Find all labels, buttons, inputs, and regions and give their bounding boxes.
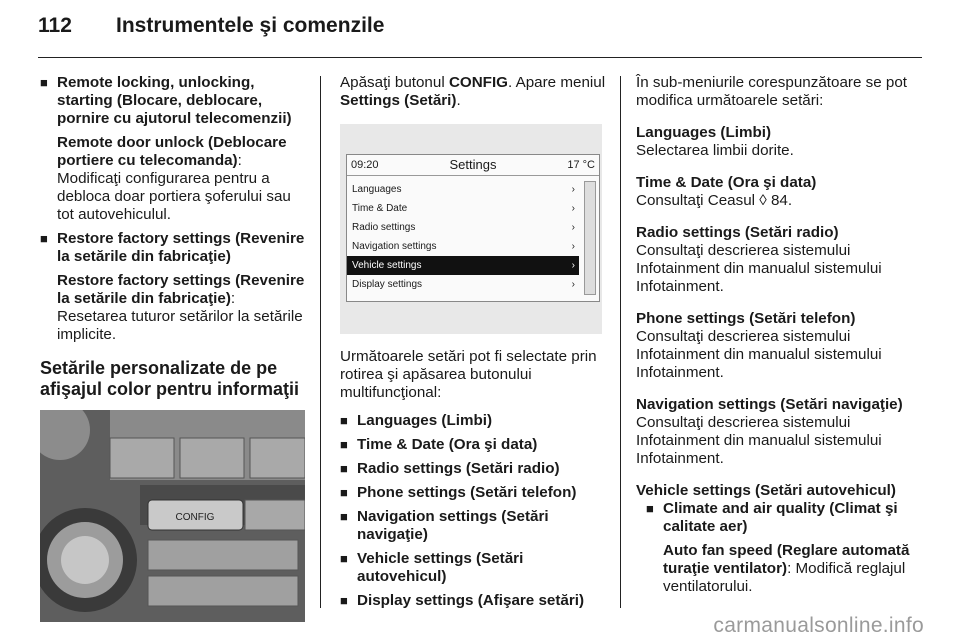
chevron-right-icon: › — [571, 260, 575, 271]
setting-text: Selectarea limbii dorite. — [636, 142, 794, 159]
column-2 — [340, 74, 610, 616]
setting-block — [636, 224, 922, 296]
intro-text: Apăsaţi butonul — [340, 74, 449, 91]
settings-screen-figure — [340, 124, 602, 334]
setting-title: Vehicle settings (Setări autovehicul) — [636, 482, 896, 499]
column-3 — [636, 74, 922, 602]
chevron-right-icon: › — [571, 184, 575, 195]
intro-text: . Apare meniul — [508, 74, 606, 91]
setting-title: Languages (Limbi) — [636, 124, 772, 141]
list-item: ■ Phone settings (Setări telefon) — [340, 484, 610, 502]
screen-menu-list — [347, 176, 599, 294]
settings-screen — [346, 154, 600, 302]
menu-item-label: Time & Date — [352, 203, 408, 214]
sub-title: Remote door unlock (Deblocare portiere cu telecomanda) — [57, 134, 287, 169]
screen-time: 09:20 — [351, 159, 379, 171]
selection-instructions: Următoarele setări pot fi selectate prin rotirea şi apăsarea butonului multifuncţional: — [340, 348, 597, 401]
config-button-label: CONFIG — [175, 512, 215, 523]
watermark: carmanualsonline.info — [713, 614, 924, 637]
screen-menu-item — [347, 180, 579, 199]
screen-menu-item — [347, 275, 579, 294]
list-item: ■ Radio settings (Setări radio) — [340, 460, 610, 478]
menu-item-label: Vehicle settings — [352, 260, 422, 271]
menu-item-label: Navigation settings — [352, 241, 437, 252]
column-divider-2 — [620, 76, 621, 608]
setting-text: Consultaţi Ceasul ◊ 84. — [636, 192, 793, 209]
sub-text: : Modificaţi configurarea pentru a debloca doar portiera şoferului sau tot autovehiculul. — [57, 152, 291, 223]
list-item-remote-locking: ■ Remote locking, unlocking, starting (Blocare, deblocare, pornire cu ajutorul telecomenzii) — [40, 74, 305, 128]
menu-item-label: Display settings — [352, 279, 423, 290]
setting-title: Time & Date (Ora şi data) — [636, 174, 817, 191]
setting-block — [636, 174, 922, 210]
setting-text: Consultaţi descrierea sistemului Infotainment din manualul sistemului Infotainment. — [636, 242, 882, 295]
header-rule — [38, 57, 922, 58]
list-item: ■ Vehicle settings (Setări autovehicul) — [340, 550, 610, 586]
settings-label: Settings (Setări) — [340, 92, 457, 109]
menu-item-label: Languages — [352, 184, 402, 195]
setting-title: Radio settings (Setări radio) — [636, 224, 839, 241]
setting-text: Consultaţi descrierea sistemului Infotainment din manualul sistemului Infotainment. — [636, 328, 882, 381]
list-item: ■ Navigation settings (Setări navigaţie) — [340, 508, 610, 544]
chevron-right-icon: › — [571, 279, 575, 290]
screen-menu-item — [347, 218, 579, 237]
screen-status-bar — [347, 155, 599, 176]
control-panel-illustration — [40, 410, 305, 622]
screen-temperature: 17 °C — [567, 159, 595, 171]
list-item-restore-factory: ■ Restore factory settings (Revenire la setările din fabricaţie) — [40, 230, 305, 266]
auto-fan-text — [646, 542, 922, 596]
sub-title: Restore factory settings (Revenire la setările din fabricaţie) — [57, 272, 305, 307]
intro-paragraph — [340, 74, 610, 110]
column-1 — [40, 74, 305, 622]
list-item: ■ Languages (Limbi) — [340, 412, 610, 430]
menu-item-label: Radio settings — [352, 222, 416, 233]
config-label: CONFIG — [448, 74, 508, 91]
intro-text: . — [456, 92, 461, 109]
page-header — [38, 14, 384, 38]
list-item: ■ Time & Date (Ora şi data) — [340, 436, 610, 454]
intro-paragraph: În sub-meniurile corespunzătoare se pot modifica următoarele setări: — [636, 74, 907, 109]
screen-title: Settings — [449, 157, 497, 172]
chevron-right-icon: › — [571, 241, 575, 252]
setting-block — [636, 396, 922, 468]
sub-text: : Modifică reglajul ventilatorului. — [663, 560, 906, 595]
page-title: Instrumentele şi comenzile — [116, 14, 385, 37]
setting-block — [636, 310, 922, 382]
sub-text: : Resetarea tuturor setărilor la setările implicite. — [57, 290, 303, 343]
screen-menu-item-selected — [347, 256, 579, 275]
column-divider-1 — [320, 76, 321, 608]
setting-title: Navigation settings (Setări navigaţie) — [636, 396, 903, 413]
chevron-right-icon: › — [571, 222, 575, 233]
section-heading: Setările personalizate de pe afişajul color pentru informaţii — [40, 358, 300, 399]
screen-menu-item — [347, 199, 579, 218]
list-item-climate: ■ Climate and air quality (Climat şi calitate aer) — [646, 500, 922, 536]
restore-factory-text — [40, 272, 305, 344]
page-number: 112 — [38, 14, 72, 37]
list-item: ■ Display settings (Afişare setări) — [340, 592, 610, 610]
config-button-photo — [40, 410, 305, 622]
chevron-right-icon: › — [571, 203, 575, 214]
sub-title: Auto fan speed (Reglare automată turaţie ventilator) — [663, 542, 910, 577]
screen-menu-item — [347, 237, 579, 256]
setting-title: Phone settings (Setări telefon) — [636, 310, 856, 327]
screen-scrollbar — [584, 181, 596, 295]
setting-text: Consultaţi descrierea sistemului Infotainment din manualul sistemului Infotainment. — [636, 414, 882, 467]
remote-door-unlock-text — [40, 134, 305, 224]
setting-block — [636, 124, 922, 160]
vehicle-settings-block — [636, 482, 922, 596]
